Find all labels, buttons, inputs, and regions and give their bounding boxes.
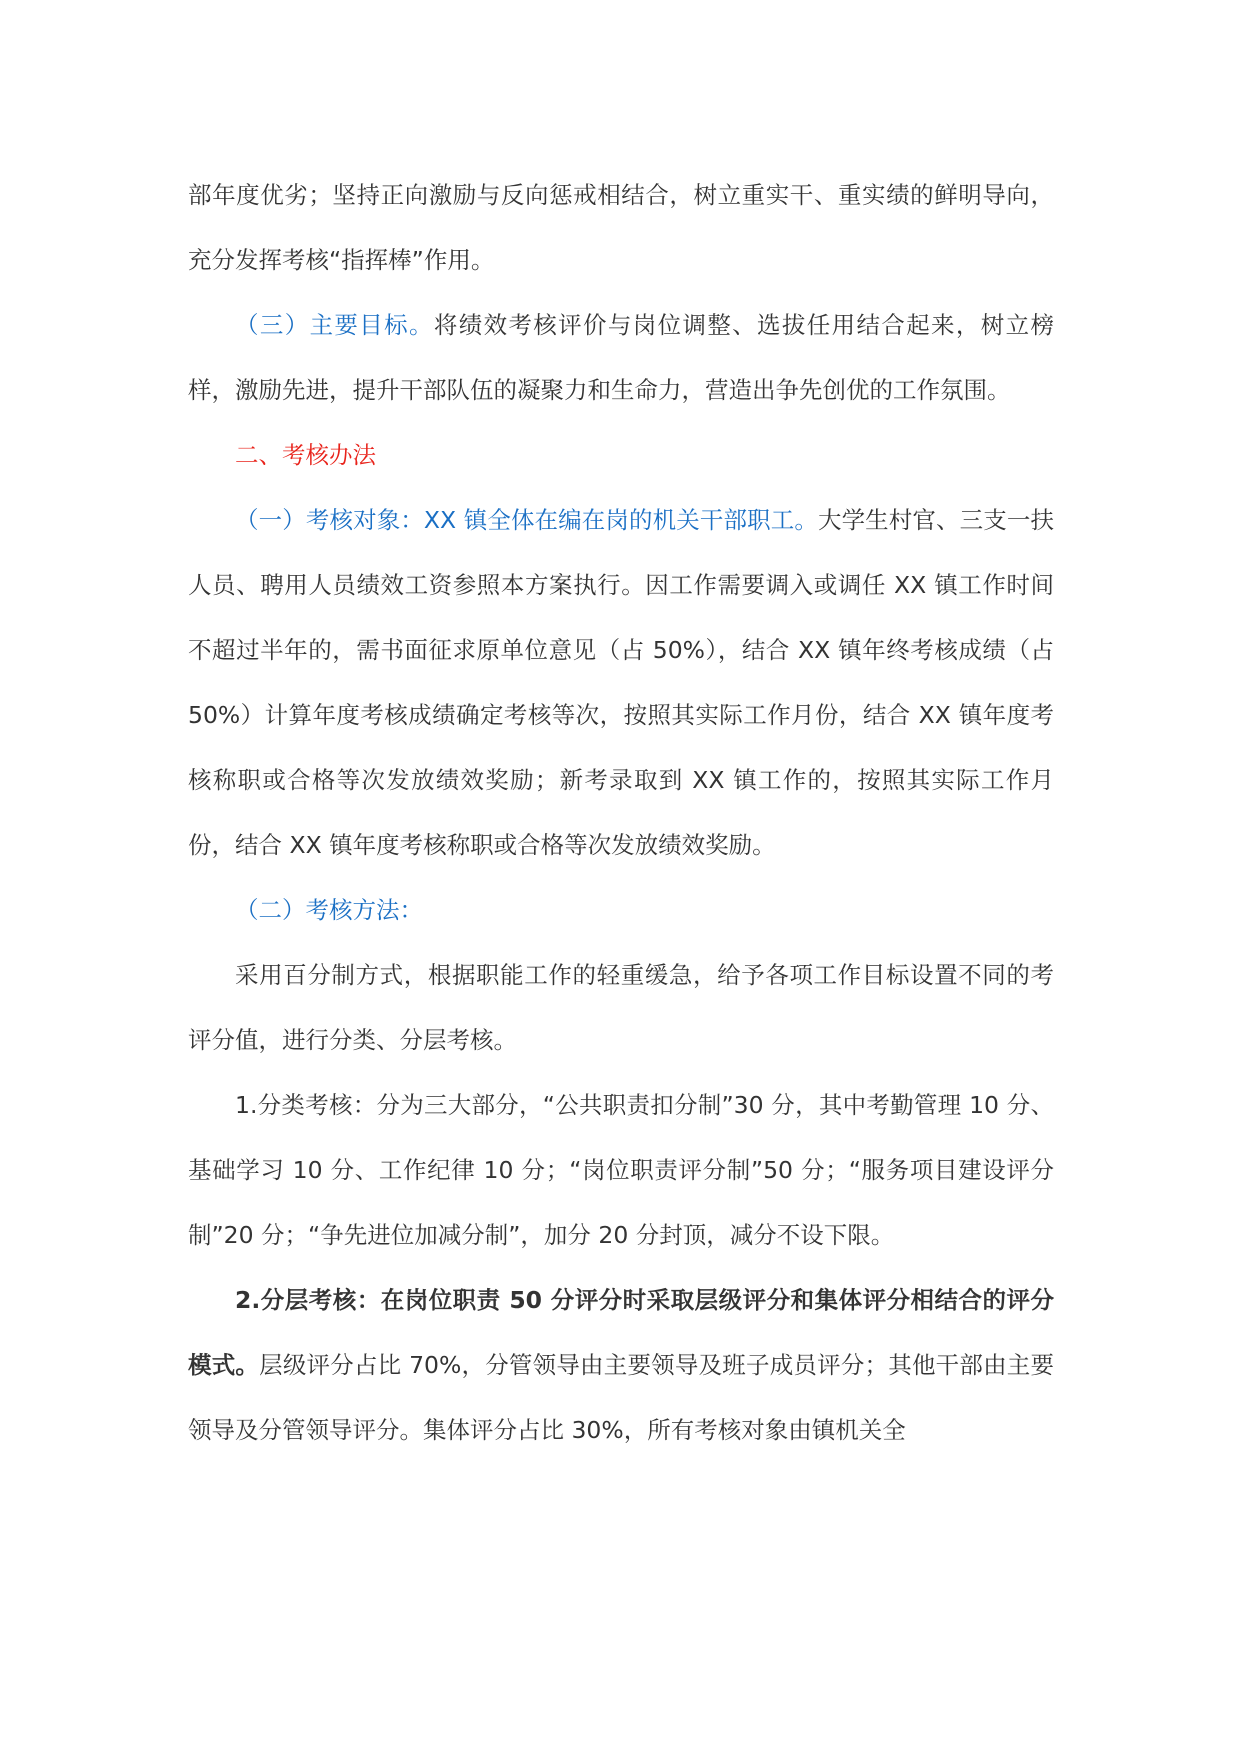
paragraph-assessment-target [188, 488, 1054, 878]
section-heading-assessment-method [188, 423, 1054, 488]
paragraph-guidance [188, 163, 1054, 293]
paragraph-text: 将绩效考核评价与岗位调整、选拔任用结合起来，树立榜样，激励先进，提升干部队伍的凝聚力和生命力，营造出争先创优的工作氛围。 [188, 311, 1054, 404]
section-heading-text: 二、考核办法 [235, 441, 376, 469]
paragraph-text: 采用百分制方式，根据职能工作的轻重缓急，给予各项工作目标设置不同的考评分值，进行分类、分层考核。 [188, 961, 1054, 1054]
paragraph-text: 1.分类考核：分为三大部分，“公共职责扣分制”30 分，其中考勤管理 10 分、基础学习 10 分、工作纪律 10 分；“岗位职责评分制”50 分；“服务项目建设评分制”20 分；“争先进位加减分制”，加分 20 分封顶，减分不设下限。 [188, 1091, 1054, 1249]
paragraph-scoring-method [188, 943, 1054, 1073]
subsection-heading-text: （二）考核方法： [235, 896, 423, 924]
paragraph-category-assessment [188, 1073, 1054, 1268]
bold-heading-layered-assessment: 2.分层考核：在岗位职责 50 分评分时采取层级评分和集体评分相结合的评分模式。 [188, 1286, 1054, 1379]
subsection-heading-main-goal: （三）主要目标。 [235, 311, 434, 339]
paragraph-main-goal [188, 293, 1054, 423]
paragraph-text: 大学生村官、三支一扶人员、聘用人员绩效工资参照本方案执行。因工作需要调入或调任 XX 镇工作时间不超过半年的，需书面征求原单位意见（占 50%），结合 XX 镇年终考核成绩（占 50%）计算年度考核成绩确定考核等次，按照其实际工作月份，结合 XX 镇年度考核称职或合格等次发放绩效奖励；新考录取到 XX 镇工作的，按照其实际工作月份，结合 XX 镇年度考核称职或合格等次发放绩效奖励。 [188, 506, 1054, 859]
paragraph-text: 部年度优劣；坚持正向激励与反向惩戒相结合，树立重实干、重实绩的鲜明导向，充分发挥考核“指挥棒”作用。 [188, 181, 1054, 274]
paragraph-layered-assessment [188, 1268, 1054, 1463]
paragraph-text: 层级评分占比 70%，分管领导由主要领导及班子成员评分；其他干部由主要领导及分管领导评分。集体评分占比 30%，所有考核对象由镇机关全 [188, 1351, 1055, 1444]
subsection-heading-assessment-target: （一）考核对象：XX 镇全体在编在岗的机关干部职工。 [235, 506, 818, 534]
subsection-heading-assessment-approach [188, 878, 1054, 943]
document-page [188, 163, 1054, 1463]
